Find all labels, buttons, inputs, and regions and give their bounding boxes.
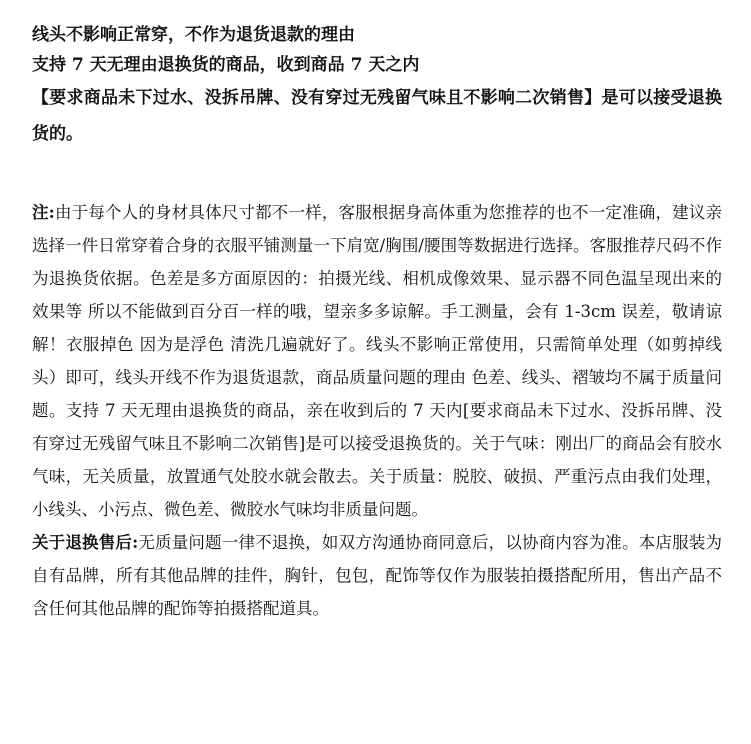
thread-policy-line: 线头不影响正常穿，不作为退货退款的理由 <box>32 25 355 45</box>
policy-document <box>32 20 722 625</box>
return-conditions-line: 【要求商品未下过水、没拆吊牌、没有穿过无残留气味且不影响二次销售】是可以接受退换货的。 <box>32 88 722 144</box>
seven-day-return-line: 支持 7 天无理由退换货的商品，收到商品 7 天之内 <box>32 55 420 75</box>
note-body: 由于每个人的身材具体尺寸都不一样，客服根据身高体重为您推荐的也不一定准确，建议亲选择一件日常穿着合身的衣服平铺测量一下肩宽/胸围/腰围等数据进行选择。客服推荐尺码不作为退换货依据。色差是多方面原因的：拍摄光线、相机成像效果、显示器不同色温呈现出来的效果等 所以不能做到百分百一样的哦，望亲多多谅解。手工测量，会有 1-3cm 误差，敬请谅解！衣服掉色 因为是浮色 清洗几遍就好了。线头不影响正常使用，只需简单处理（如剪掉线头）即可，线头开线不作为退货退款，商品质量问题的理由 色差、线头、褶皱均不属于质量问题。支持 7 天无理由退换货的商品，亲在收到后的 7 天内[要求商品未下过水、没拆吊牌、没有穿过无残留气味且不影响二次销售]是可以接受退换货的。关于气味：刚出厂的商品会有胶水气味，无关质量，放置通气处胶水就会散去。关于质量：脱胶、破损、严重污点由我们处理，小线头、小污点、微色差、微胶水气味均非质量问题。 <box>32 203 723 519</box>
note-lead: 注: <box>32 203 55 222</box>
after-sale-body: 无质量问题一律不退换，如双方沟通协商同意后，以协商内容为准。本店服装为自有品牌，所有其他品牌的挂件，胸针，包包，配饰等仅作为服装拍摄搭配所用，售出产品不含任何其他品牌的配饰等拍摄搭配道具。 <box>32 533 723 618</box>
note-paragraph <box>32 196 722 526</box>
after-sale-lead: 关于退换售后: <box>32 533 139 552</box>
after-sale-paragraph <box>32 526 722 625</box>
